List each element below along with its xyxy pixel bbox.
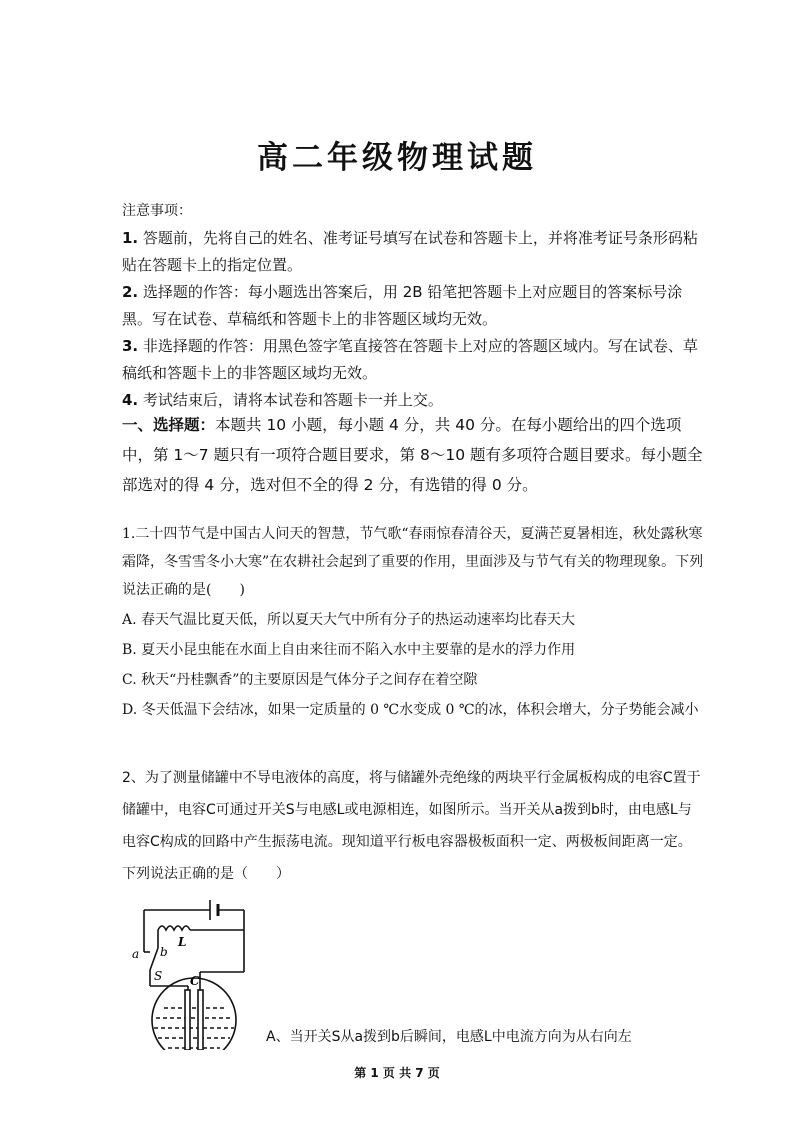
section-label: 一、选择题： <box>122 416 216 434</box>
q1-option-b: B. 夏天小昆虫能在水面上自由来往而不陷入水中主要靠的是水的浮力作用 <box>122 642 576 658</box>
note-2-number: 2. <box>122 283 139 301</box>
question-1 <box>122 520 704 724</box>
note-item-3 <box>122 333 704 387</box>
note-item-1 <box>122 225 704 279</box>
note-3-text: 非选择题的作答：用黑色签字笔直接答在答题卡上对应的答题区域内。写在试卷、草稿纸和答题卡上的非答题区域均无效。 <box>122 337 698 382</box>
note-3-number: 3. <box>122 337 139 355</box>
note-2-text: 选择题的作答：每小题选出答案后，用 2B 铅笔把答题卡上对应题目的答案标号涂黑。写在试卷、草稿纸和答题卡上的非答题区域均无效。 <box>122 283 683 328</box>
notes-heading: 注意事项： <box>122 203 192 219</box>
lc-circuit-figure <box>128 890 258 1050</box>
section-instructions <box>122 410 704 500</box>
q1-stem: 1.二十四节气是中国古人问天的智慧，节气歌“春雨惊春清谷天，夏满芒夏暑相连，秋处露秋寒霜降，冬雪雪冬小大寒”在农耕社会起到了重要的作用，里面涉及与节气有关的物理现象。下列说法正确的是( ) <box>122 526 704 598</box>
note-1-number: 1. <box>122 229 139 247</box>
label-l: L <box>178 935 187 949</box>
page-footer: 第 1 页 共 7 页 <box>354 1066 440 1080</box>
note-4-text: 考试结束后，请将本试卷和答题卡一并上交。 <box>142 391 443 409</box>
label-b: b <box>160 945 168 959</box>
question-2 <box>122 762 704 890</box>
q1-option-d: D. 冬天低温下会结冰，如果一定质量的 0 ℃水变成 0 ℃的冰，体积会增大，分子势能会减小 <box>122 702 699 718</box>
section-text: 本题共 10 小题，每小题 4 分，共 40 分。在每小题给出的四个选项中，第 1～7 题只有一项符合题目要求，第 8～10 题有多项符合题目要求。每小题全部选对的得 4 分，选对但不全的得 2 分，有选错的得 0 分。 <box>122 416 703 494</box>
q1-option-a: A. 春天气温比夏天低，所以夏天大气中所有分子的热运动速率均比春天大 <box>122 612 576 628</box>
exam-notes <box>122 198 704 414</box>
label-s: S <box>154 969 163 983</box>
q2-stem: 2、为了测量储罐中不导电液体的高度，将与储罐外壳绝缘的两块平行金属板构成的电容C置于储罐中，电容C可通过开关S与电感L或电源相连，如图所示。当开关从a拨到b时，由电感L与电容C构成的回路中产生振荡电流。现知道平行板电容器极板面积一定、两极板间距离一定。下列说法正确的是（ ） <box>122 770 701 882</box>
note-item-2 <box>122 279 704 333</box>
page-title: 高二年级物理试题 <box>257 140 537 176</box>
label-a: a <box>132 947 140 961</box>
label-c: C <box>190 974 200 988</box>
q1-option-c: C. 秋天“丹桂飘香”的主要原因是气体分子之间存在着空隙 <box>122 672 478 688</box>
note-1-text: 答题前，先将自己的姓名、准考证号填写在试卷和答题卡上，并将准考证号条形码粘贴在答题卡上的指定位置。 <box>122 229 698 274</box>
note-4-number: 4. <box>122 391 139 409</box>
q2-option-a: A、当开关S从a拨到b后瞬间，电感L中电流方向为从右向左 <box>266 1029 632 1045</box>
